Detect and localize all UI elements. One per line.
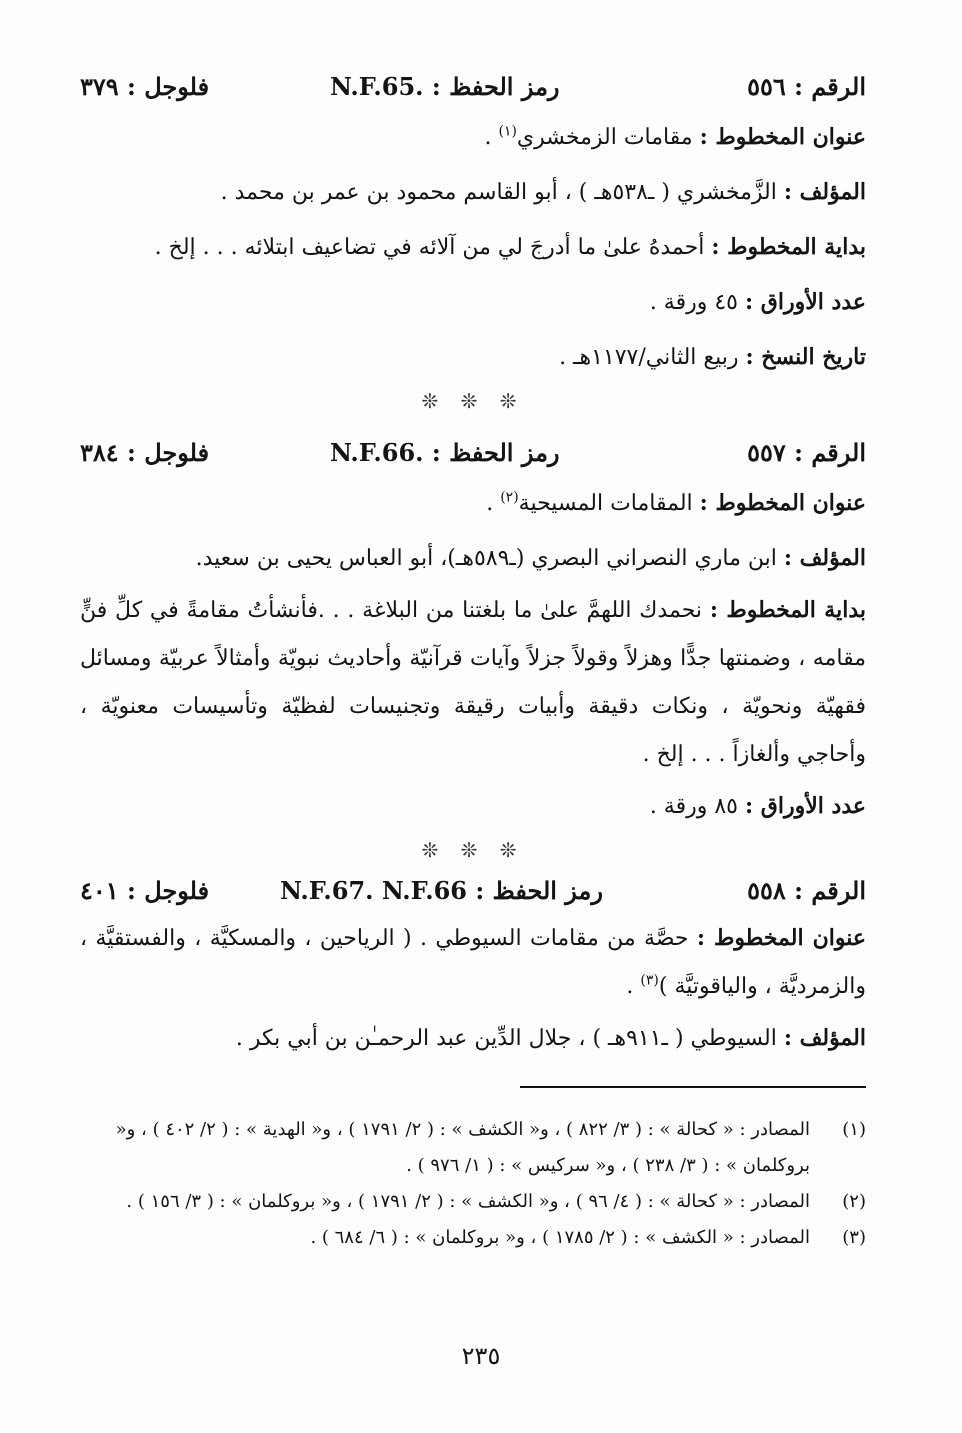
footnote-3: (٣) المصادر : « الكشف » : ( ٢/ ١٧٨٥ ) ، و« بروكلمان » : ( ٦/ ٦٨٤ ) .	[310, 1227, 866, 1248]
flugel-number: فلوجل : ٤٠١	[80, 876, 210, 905]
entry-header	[80, 62, 866, 110]
manuscript-author: المؤلف : ابن ماري النصراني البصري (ـ٥٨٩هـ)، أبو العباس يحيى بن سعيد.	[195, 545, 866, 571]
manuscript-title: عنوان المخطوط : المقامات المسيحية$^{(٢)}$ .	[486, 489, 866, 516]
manuscript-incipit: بداية المخطوط : نحمدك اللهمَّ علىٰ ما بلغتنا من البلاغة . . .فأنشأتُ مقامةً في كلِّ فنٍّ مقامه ، وضمنتها جدًّا وهزلاً وقولاً جزلاً وآيات قرآنيّة وأحاديث نبويّة وأمثالاً عربيّة ومسائل فقهيّة ونحويّة ، ونكات دقيقة وأبيات رقيقة وتجنيسات لفظيّة وتأسيسات معنويّة ، وأحاجي وألغازاً . . . إلخ .	[80, 597, 866, 767]
folio-count: عدد الأوراق : ٨٥ ورقة .	[649, 793, 866, 819]
entry-number: الرقم : ٥٥٦	[747, 72, 866, 101]
entry-558	[80, 866, 866, 1066]
entry-header	[80, 428, 866, 476]
shelfmark: رمز الحفظ : N.F.67. N.F.66	[280, 876, 603, 905]
flugel-number: فلوجل : ٣٨٤	[80, 438, 210, 467]
footnote-2: (٢) المصادر : « كحالة » : ( ٤/ ٩٦ ) ، و« الكشف » : ( ٢/ ١٧٩١ ) ، و« بروكلمان » : ( ٣/ ١٥٦ ) .	[126, 1191, 866, 1212]
entry-header	[80, 866, 866, 914]
manuscript-incipit: بداية المخطوط : أحمدهُ علىٰ ما أدرجَ لي من آلائه في تضاعيف ابتلائه . . . إلخ .	[154, 234, 866, 260]
manuscript-title: عنوان المخطوط : حصَّة من مقامات السيوطي . ( الرياحين ، والمسكيَّة ، والفستقيَّة ، والزمرديَّة ، والياقوتيَّة )$^{(٣)}$ .	[80, 925, 866, 999]
footnotes	[80, 1112, 866, 1256]
footnote-divider	[520, 1086, 866, 1088]
folio-count: عدد الأوراق : ٤٥ ورقة .	[649, 289, 866, 315]
entry-number: الرقم : ٥٥٨	[747, 876, 866, 905]
entry-557	[80, 428, 866, 868]
footnote-ref[interactable]: (٣)	[640, 972, 659, 989]
footnote-1: (١) المصادر : « كحالة » : ( ٣/ ٨٢٢ ) ، و« الكشف » : ( ٢/ ١٧٩١ ) ، و« الهدية » : ( ٢/ ٤٠٢ ) ، و« بروكلمان » : ( ٣/ ٢٣٨ ) ، و« سركيس » : ( ١/ ٩٧٦ ) .	[115, 1119, 866, 1176]
separator-stars: ❊ ❊ ❊	[421, 389, 525, 413]
page-number: ٢٣٥	[461, 1342, 501, 1370]
separator-stars: ❊ ❊ ❊	[421, 838, 525, 862]
shelfmark: رمز الحفظ : N.F.65.	[330, 72, 560, 101]
footnote-ref[interactable]: (١)	[498, 123, 517, 140]
entry-number: الرقم : ٥٥٧	[747, 438, 866, 467]
shelfmark: رمز الحفظ : N.F.66.	[330, 438, 560, 467]
flugel-number: فلوجل : ٣٧٩	[80, 72, 210, 101]
manuscript-author: المؤلف : السيوطي ( ـ٩١١هـ ) ، جلال الدِّين عبد الرحمـٰن بن أبي بكر .	[235, 1025, 866, 1051]
entry-556	[80, 62, 866, 419]
footnote-ref[interactable]: (٢)	[500, 489, 519, 506]
manuscript-title: عنوان المخطوط : مقامات الزمخشري$^{(١)}$ .	[484, 123, 866, 150]
copy-date: تاريخ النسخ : ربيع الثاني/١١٧٧هـ .	[559, 344, 866, 370]
manuscript-author: المؤلف : الزَّمخشري ( ـ٥٣٨هـ ) ، أبو القاسم محمود بن عمر بن محمد .	[220, 179, 866, 205]
